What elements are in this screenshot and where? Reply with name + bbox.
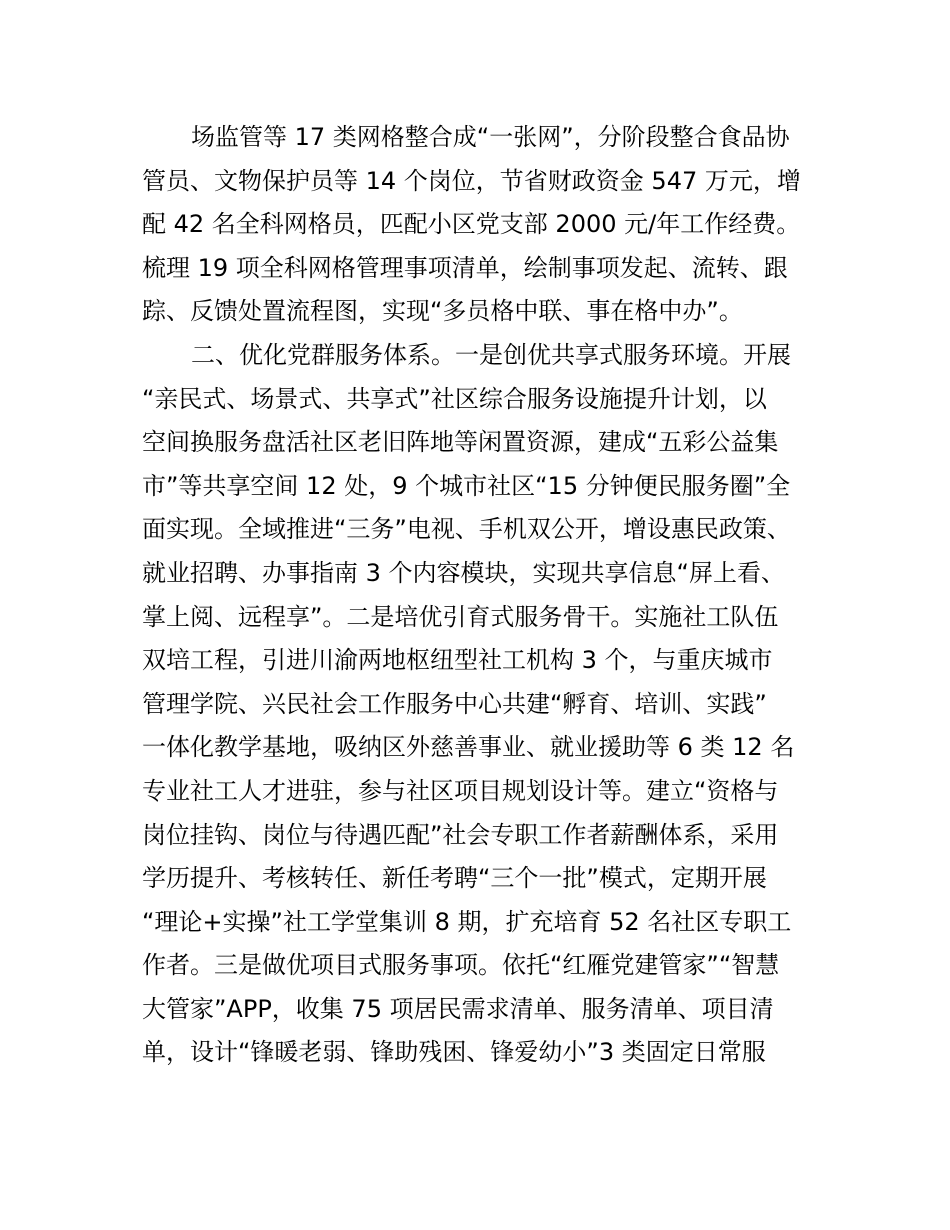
text-line: 单，设计“锋暖老弱、锋助残困、锋爱幼小”3 类固定日常服 [142,1038,766,1067]
text-line: 场监管等 17 类网格整合成“一张网”，分阶段整合食品协 [191,123,790,151]
text-line: 学历提升、考核转任、新任考聘“三个一批”模式，定期开展 [142,864,767,893]
text-line: 面实现。全域推进“三务”电视、手机双公开，增设惠民政策、 [142,515,791,544]
body-text [142,116,832,1075]
text-line: 市”等共享空间 12 处，9 个城市社区“15 分钟便民服务圈”全 [142,471,791,500]
text-line: 管理学院、兴民社会工作服务中心共建“孵育、培训、实践” [142,689,767,718]
text-line: 配 42 名全科网格员，匹配小区党支部 2000 元/年工作经费。 [142,210,801,239]
text-line: 岗位挂钩、岗位与待遇匹配”社会专职工作者薪酬体系，采用 [142,820,779,849]
text-line: 双培工程，引进川渝两地枢纽型社工机构 3 个，与重庆城市 [142,646,773,675]
text-line: 作者。三是做优项目式服务事项。依托“红雁党建管家”“智慧 [142,951,780,980]
text-line: 就业招聘、办事指南 3 个内容模块，实现共享信息“屏上看、 [142,558,785,587]
section-heading-line: 二、优化党群服务体系。一是创优共享式服务环境。开展 [191,340,791,369]
text-line: 空间换服务盘活社区老旧阵地等闲置资源，建成“五彩公益集 [142,428,779,457]
text-line: “亲民式、场景式、共享式”社区综合服务设施提升计划，以 [142,384,767,413]
text-line: 管员、文物保护员等 14 个岗位，节省财政资金 547 万元，增 [142,166,801,195]
text-line: 踪、反馈处置流程图，实现“多员格中联、事在格中办”。 [142,297,743,326]
text-line: 一体化教学基地，吸纳区外慈善事业、就业援助等 6 类 12 名 [142,733,795,762]
text-line: “理论+实操”社工学堂集训 8 期，扩充培育 52 名社区专职工 [142,907,792,936]
text-line: 大管家”APP，收集 75 项居民需求清单、服务清单、项目清 [142,994,774,1023]
text-line: 专业社工人才进驻，参与社区项目规划设计等。建立“资格与 [142,776,779,805]
text-line: 梳理 19 项全科网格管理事项清单，绘制事项发起、流转、跟 [142,253,788,282]
text-line: 掌上阅、远程享”。二是培优引育式服务骨干。实施社工队伍 [142,602,779,631]
